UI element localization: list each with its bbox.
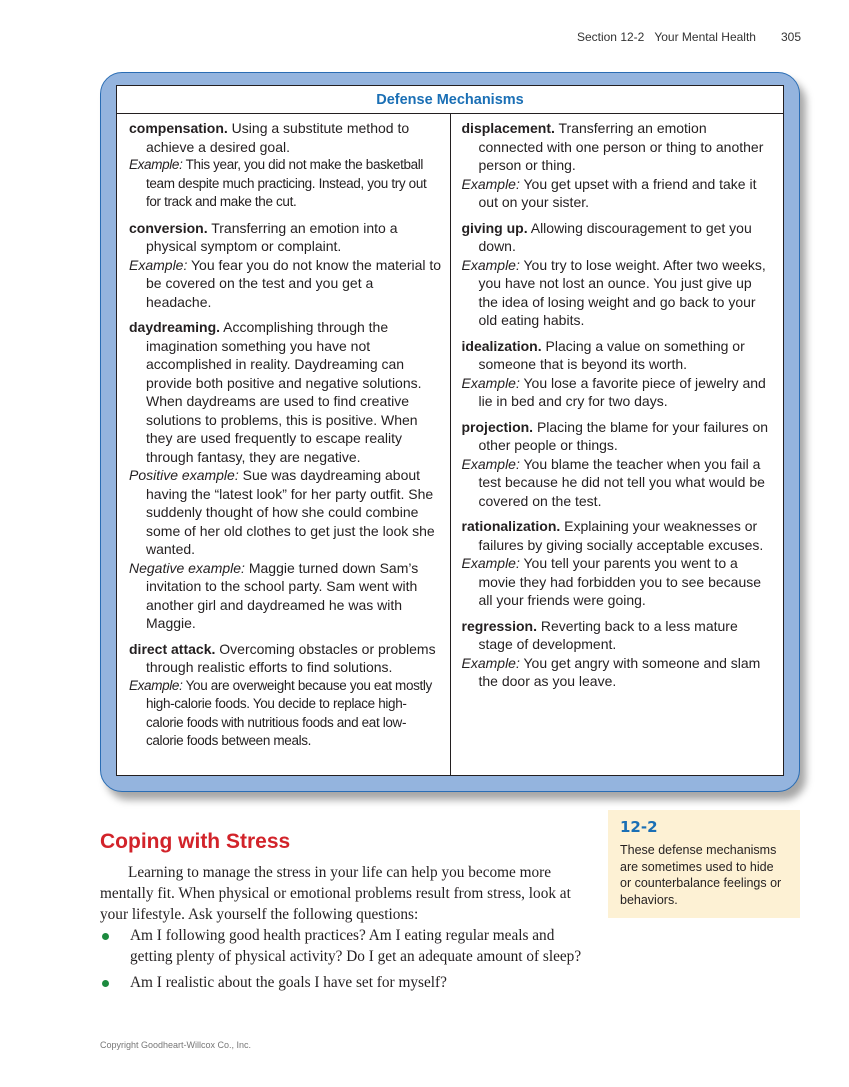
margin-note-text: These defense mechanisms are sometimes used to hide or counterbalance feelings or behaviors.	[620, 843, 782, 907]
mechanism-entry-rationalization	[462, 517, 776, 610]
example-label: Example:	[129, 157, 183, 172]
example-label: Positive example:	[129, 467, 239, 483]
section-body	[100, 862, 590, 993]
bullet-icon	[102, 933, 109, 940]
term: regression.	[461, 617, 537, 634]
example-label: Example:	[461, 455, 520, 472]
list-item	[100, 972, 590, 993]
example-label: Example:	[129, 677, 183, 693]
example	[129, 256, 442, 312]
term: rationalization.	[461, 518, 561, 534]
term: projection.	[461, 418, 534, 435]
definition	[129, 318, 442, 466]
definition-text: Placing the blame for your failures on other people or things.	[478, 418, 769, 453]
definition	[462, 517, 776, 554]
example-label: Example:	[461, 374, 520, 391]
example	[462, 554, 776, 610]
example-text: Maggie turned down Sam’s invitation to the school party. Sam went with another girl and daydreamed he was with Maggie.	[146, 559, 419, 631]
term: giving up.	[461, 219, 528, 236]
example-label: Example:	[461, 555, 520, 571]
bullet-icon	[102, 980, 109, 987]
margin-note	[608, 810, 800, 918]
mechanism-entry-idealization	[462, 337, 776, 411]
intro-paragraph: Learning to manage the stress in your life can help you become more mentally fit. When physical or emotional problems result from stress, look at your lifestyle. Ask yourself the following questions:	[100, 864, 571, 923]
margin-note-number: 12-2	[620, 818, 658, 836]
definition	[462, 119, 776, 175]
term: displacement.	[461, 120, 555, 136]
definition	[129, 219, 442, 256]
definition-text: Transferring an emotion into a physical symptom or complaint.	[146, 219, 398, 254]
table-right-column	[451, 114, 784, 775]
definition-text: Accomplishing through the imagination something you have not accomplished in reality. Daydreaming can provide both positive and negative solutions. When daydreams are used to find creative solutions to problems, this is positive. When they are used frequently to escape reality through fantasy, they are negative.	[146, 319, 422, 465]
mechanism-entry-compensation	[129, 119, 442, 212]
definition-text: Reverting back to a less mature stage of development.	[478, 617, 738, 652]
example-text: Sue was daydreaming about having the “latest look” for her party outfit. She suddenly thought of how she could combine some of her old clothes to get just the look she wanted.	[146, 467, 435, 557]
term: conversion.	[129, 219, 208, 236]
mechanism-entry-regression	[462, 617, 776, 691]
example-text: You get upset with a friend and take it out on your sister.	[478, 175, 757, 210]
definition-text: Transferring an emotion connected with one person or thing to another person or thing.	[478, 120, 764, 173]
definition-text: Allowing discouragement to get you down.	[478, 219, 752, 254]
running-head-section: Section 12-2	[576, 30, 645, 44]
definition-text: Placing a value on something or someone that is beyond its worth.	[478, 337, 745, 372]
section-heading: Coping with Stress	[100, 830, 291, 853]
example	[462, 175, 776, 212]
definition	[129, 640, 442, 677]
definition	[462, 337, 776, 374]
defense-mechanisms-table	[116, 85, 784, 776]
negative-example	[129, 559, 442, 633]
example-text: You blame the teacher when you fail a test because he did not tell you what would be covered on the test.	[478, 455, 765, 509]
mechanism-entry-giving-up	[462, 219, 776, 330]
table-title: Defense Mechanisms	[117, 86, 783, 114]
example-text: You get angry with someone and slam the door as you leave.	[478, 654, 761, 689]
example-label: Negative example:	[129, 559, 245, 576]
list-item-text: Am I realistic about the goals I have set for myself?	[130, 974, 447, 991]
term: idealization.	[461, 337, 542, 354]
definition	[462, 617, 776, 654]
page-number: 305	[780, 30, 801, 44]
question-list	[100, 925, 590, 993]
example	[462, 455, 776, 511]
mechanism-entry-daydreaming	[129, 318, 442, 633]
example-text: This year, you did not make the basketball team despite much practicing. Instead, you try out for track and make the cut.	[146, 157, 427, 209]
example-text: You are overweight because you eat mostly high-calorie foods. You decide to replace high-calorie foods with nutritious foods and eat low-calorie foods between meals.	[146, 677, 432, 748]
list-item	[100, 925, 590, 967]
example	[462, 374, 776, 411]
example-text: You tell your parents you went to a movie they had forbidden you to see because all your friends were going.	[478, 555, 762, 608]
running-head	[577, 30, 801, 44]
example-text: You fear you do not know the material to be covered on the test and you get a headache.	[146, 256, 442, 310]
example	[462, 654, 776, 691]
definition-text: Explaining your weaknesses or failures by giving socially acceptable excuses.	[478, 518, 764, 553]
example	[462, 256, 776, 330]
example	[129, 677, 442, 751]
example-label: Example:	[461, 654, 520, 671]
definition-text: Overcoming obstacles or problems through realistic efforts to find solutions.	[146, 640, 436, 675]
table-left-column	[117, 114, 451, 775]
definition-text: Using a substitute method to achieve a desired goal.	[146, 120, 410, 155]
mechanism-entry-displacement	[462, 119, 776, 212]
example	[129, 156, 442, 212]
term: direct attack.	[129, 640, 216, 657]
example-text: You lose a favorite piece of jewelry and lie in bed and cry for two days.	[478, 374, 766, 409]
positive-example	[129, 466, 442, 559]
running-head-title: Your Mental Health	[654, 30, 756, 44]
mechanism-entry-conversion	[129, 219, 442, 312]
example-label: Example:	[461, 175, 520, 192]
definition	[129, 119, 442, 156]
term: daydreaming.	[129, 319, 221, 335]
definition	[462, 418, 776, 455]
example-label: Example:	[129, 256, 188, 273]
term: compensation.	[129, 120, 228, 136]
list-item-text: Am I following good health practices? Am I eating regular meals and getting plenty of physical activity? Do I get an adequate amount of sleep?	[130, 927, 582, 965]
mechanism-entry-direct-attack	[129, 640, 442, 751]
example-text: You try to lose weight. After two weeks, you have not lost an ounce. You just give up the idea of losing weight and go back to your old eating habits.	[478, 256, 766, 328]
mechanism-entry-projection	[462, 418, 776, 511]
definition	[462, 219, 776, 256]
copyright-footer: Copyright Goodheart-Willcox Co., Inc.	[100, 1040, 252, 1050]
example-label: Example:	[461, 256, 520, 273]
